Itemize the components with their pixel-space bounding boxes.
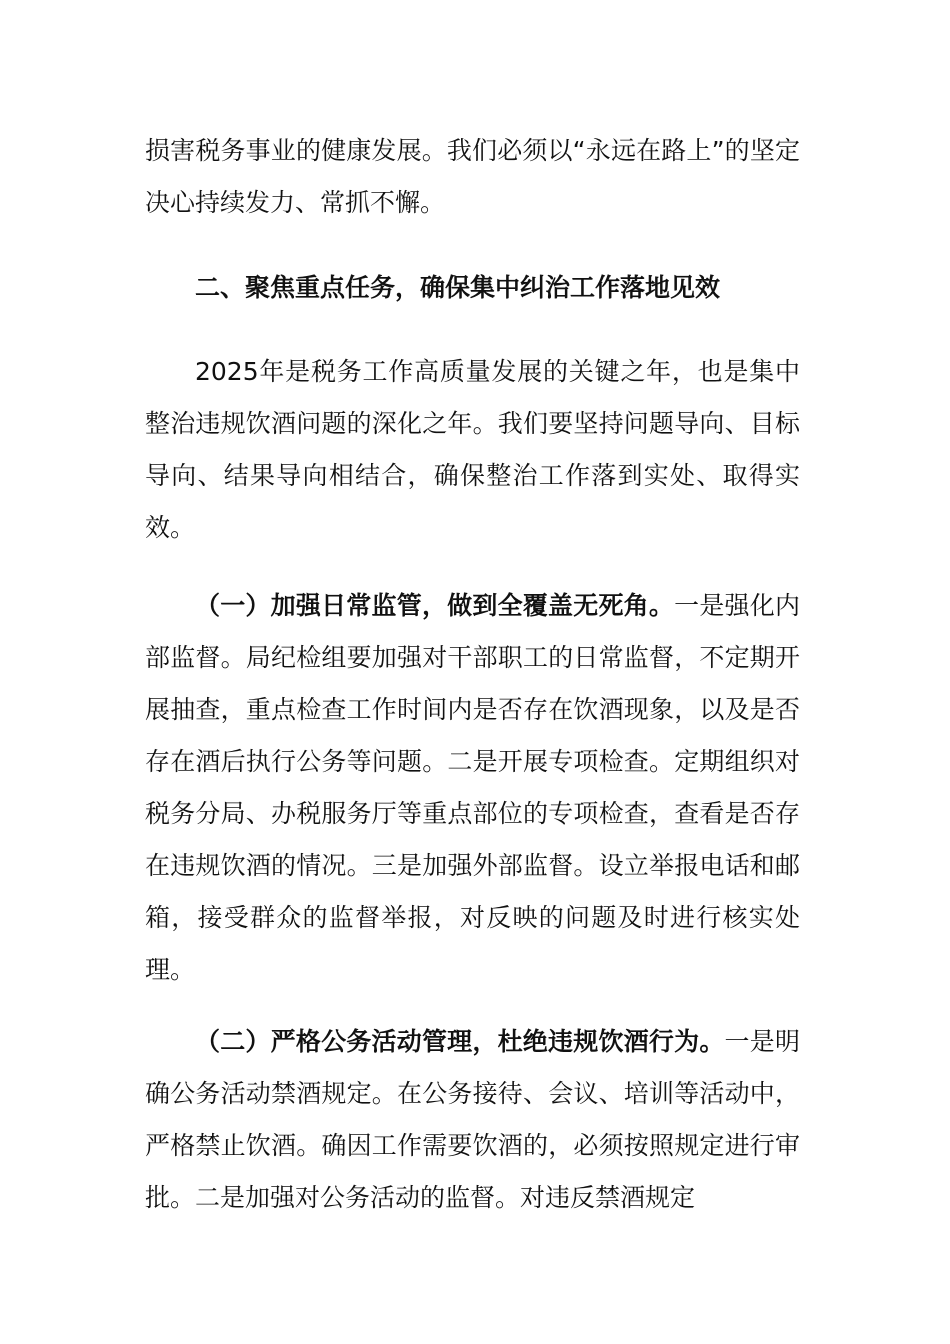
paragraph-subsection-1 (145, 580, 800, 996)
subsection-body: 一是明确公务活动禁酒规定。在公务接待、会议、培训等活动中，严格禁止饮酒。确因工作需要饮酒的，必须按照规定进行审批。二是加强对公务活动的监督。对违反禁酒规定 (145, 1027, 800, 1212)
paragraph-intro (145, 346, 800, 554)
paragraph-text (145, 580, 800, 996)
subsection-title: （二）严格公务活动管理，杜绝违规饮酒行为。 (195, 1027, 725, 1056)
paragraph-text: 损害税务事业的健康发展。我们必须以“永远在路上”的坚定决心持续发力、常抓不懈。 (145, 136, 800, 217)
paragraph-continuation (145, 125, 800, 229)
section-heading (145, 262, 800, 314)
paragraph-subsection-2 (145, 1016, 800, 1224)
section-heading-text: 二、聚焦重点任务，确保集中纠治工作落地见效 (195, 273, 721, 302)
subsection-title: （一）加强日常监管，做到全覆盖无死角。 (195, 591, 675, 620)
subsection-body: 一是强化内部监督。局纪检组要加强对干部职工的日常监督，不定期开展抽查，重点检查工作时间内是否存在饮酒现象，以及是否存在酒后执行公务等问题。二是开展专项检查。定期组织对税务分局、办税服务厅等重点部位的专项检查，查看是否存在违规饮酒的情况。三是加强外部监督。设立举报电话和邮箱，接受群众的监督举报，对反映的问题及时进行核实处理。 (145, 591, 800, 984)
paragraph-text: 2025年是税务工作高质量发展的关键之年，也是集中整治违规饮酒问题的深化之年。我们要坚持问题导向、目标导向、结果导向相结合，确保整治工作落到实处、取得实效。 (145, 357, 800, 542)
paragraph-text (145, 1016, 800, 1224)
